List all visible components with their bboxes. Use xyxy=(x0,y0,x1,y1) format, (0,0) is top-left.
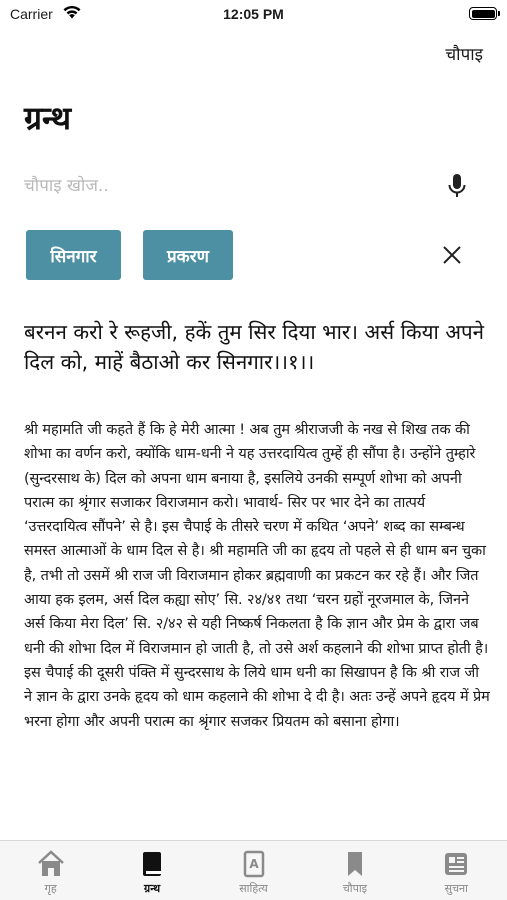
home-icon xyxy=(36,849,66,879)
filter-chip-singar[interactable]: सिनगार xyxy=(26,230,121,280)
tab-label: गृह xyxy=(44,882,57,895)
tab-label: चौपाइ xyxy=(342,882,368,895)
clock: 12:05 PM xyxy=(223,6,284,22)
tab-sahitya[interactable] xyxy=(203,841,304,900)
filter-row xyxy=(24,230,484,280)
tab-home[interactable] xyxy=(0,841,101,900)
tab-suchna[interactable] xyxy=(406,841,507,900)
filter-chip-prakaran[interactable]: प्रकरण xyxy=(143,230,233,280)
news-icon xyxy=(441,849,471,879)
close-icon[interactable] xyxy=(440,243,464,267)
battery-icon xyxy=(469,7,497,20)
search-input[interactable] xyxy=(24,168,424,204)
carrier-label: Carrier xyxy=(10,6,53,22)
bookmark-icon xyxy=(340,849,370,879)
book-icon xyxy=(137,849,167,879)
tab-label: सुचना xyxy=(444,882,469,895)
search-bar xyxy=(24,168,484,204)
verse-text: बरनन करो रे रूहजी, हकें तुम सिर दिया भार। अर्स किया अपने दिल को, माहें बैठाओ कर सिनगार।।१।। xyxy=(24,320,485,374)
tab-bar xyxy=(0,840,507,900)
page-title: ग्रन्थ xyxy=(24,99,72,137)
literature-icon xyxy=(239,849,269,879)
tab-chaupai[interactable] xyxy=(304,841,405,900)
commentary-text: श्री महामति जी कहते हैं कि हे मेरी आत्मा ! अब तुम श्रीराजजी के नख से शिख तक की शोभा का वर्णन करो, क्योंकि धाम-धनी ने यह उत्तरदायित्व तुम्हें ही सौंपा है। उन्होंने तुम्हारे (सुन्दरसाथ के) दिल को अपना धाम बनाया है, इसलिये उनकी सम्पूर्ण शोभा को अपनी परात्म का श्रृंगार सजाकर विराजमान करो। भावार्थ- सिर पर भार देने का तात्पर्य ‘उत्तरदायित्व सौंपने’ से है। इस चैपाई के तीसरे चरण में कथित ‘अपने’ शब्द का सम्बन्ध समस्त आत्माओं के धाम दिल से है। श्री महामति जी का हृदय तो पहले से ही धाम बन चुका है, तभी तो उसमें श्री राज जी विराजमान होकर ब्रह्मवाणी का प्रकटन कर रहे हैं। और जित आया हक इलम, अर्स दिल कह्या सोए’ सि. २४/४१ तथा ‘चरन ग्रहों नूरजमाल के, जिनने अर्स किया मेरा दिल’ सि. २/४२ से यही निष्कर्ष निकलता है कि ज्ञान और प्रेम के द्वारा जब धनी की शोभा दिल में विराजमान हो जाती है, तो उसे अर्श कहलाने की शोभा प्राप्त होती है। इस चैपाई की दूसरी पंक्ति में सुन्दरसाथ के लिये धाम धनी का सिखापन है कि श्री राज जी ने ज्ञान के द्वारा उनके हृदय को धाम कहलाने की शोभा दे दी है। अतः उन्हें अपने हृदय में प्रेम भरना होगा और अपनी परात्म का श्रृंगार सजकर प्रियतम को बसाना होगा। xyxy=(24,422,490,730)
status-bar xyxy=(0,0,507,30)
tab-label: ग्रन्थ xyxy=(144,882,161,895)
svg-text:A: A xyxy=(248,857,259,871)
nav-chaupai-button[interactable]: चौपाइ xyxy=(445,45,483,65)
tab-granth[interactable] xyxy=(101,841,202,900)
microphone-icon[interactable] xyxy=(446,173,468,199)
tab-label: साहित्य xyxy=(239,882,268,895)
